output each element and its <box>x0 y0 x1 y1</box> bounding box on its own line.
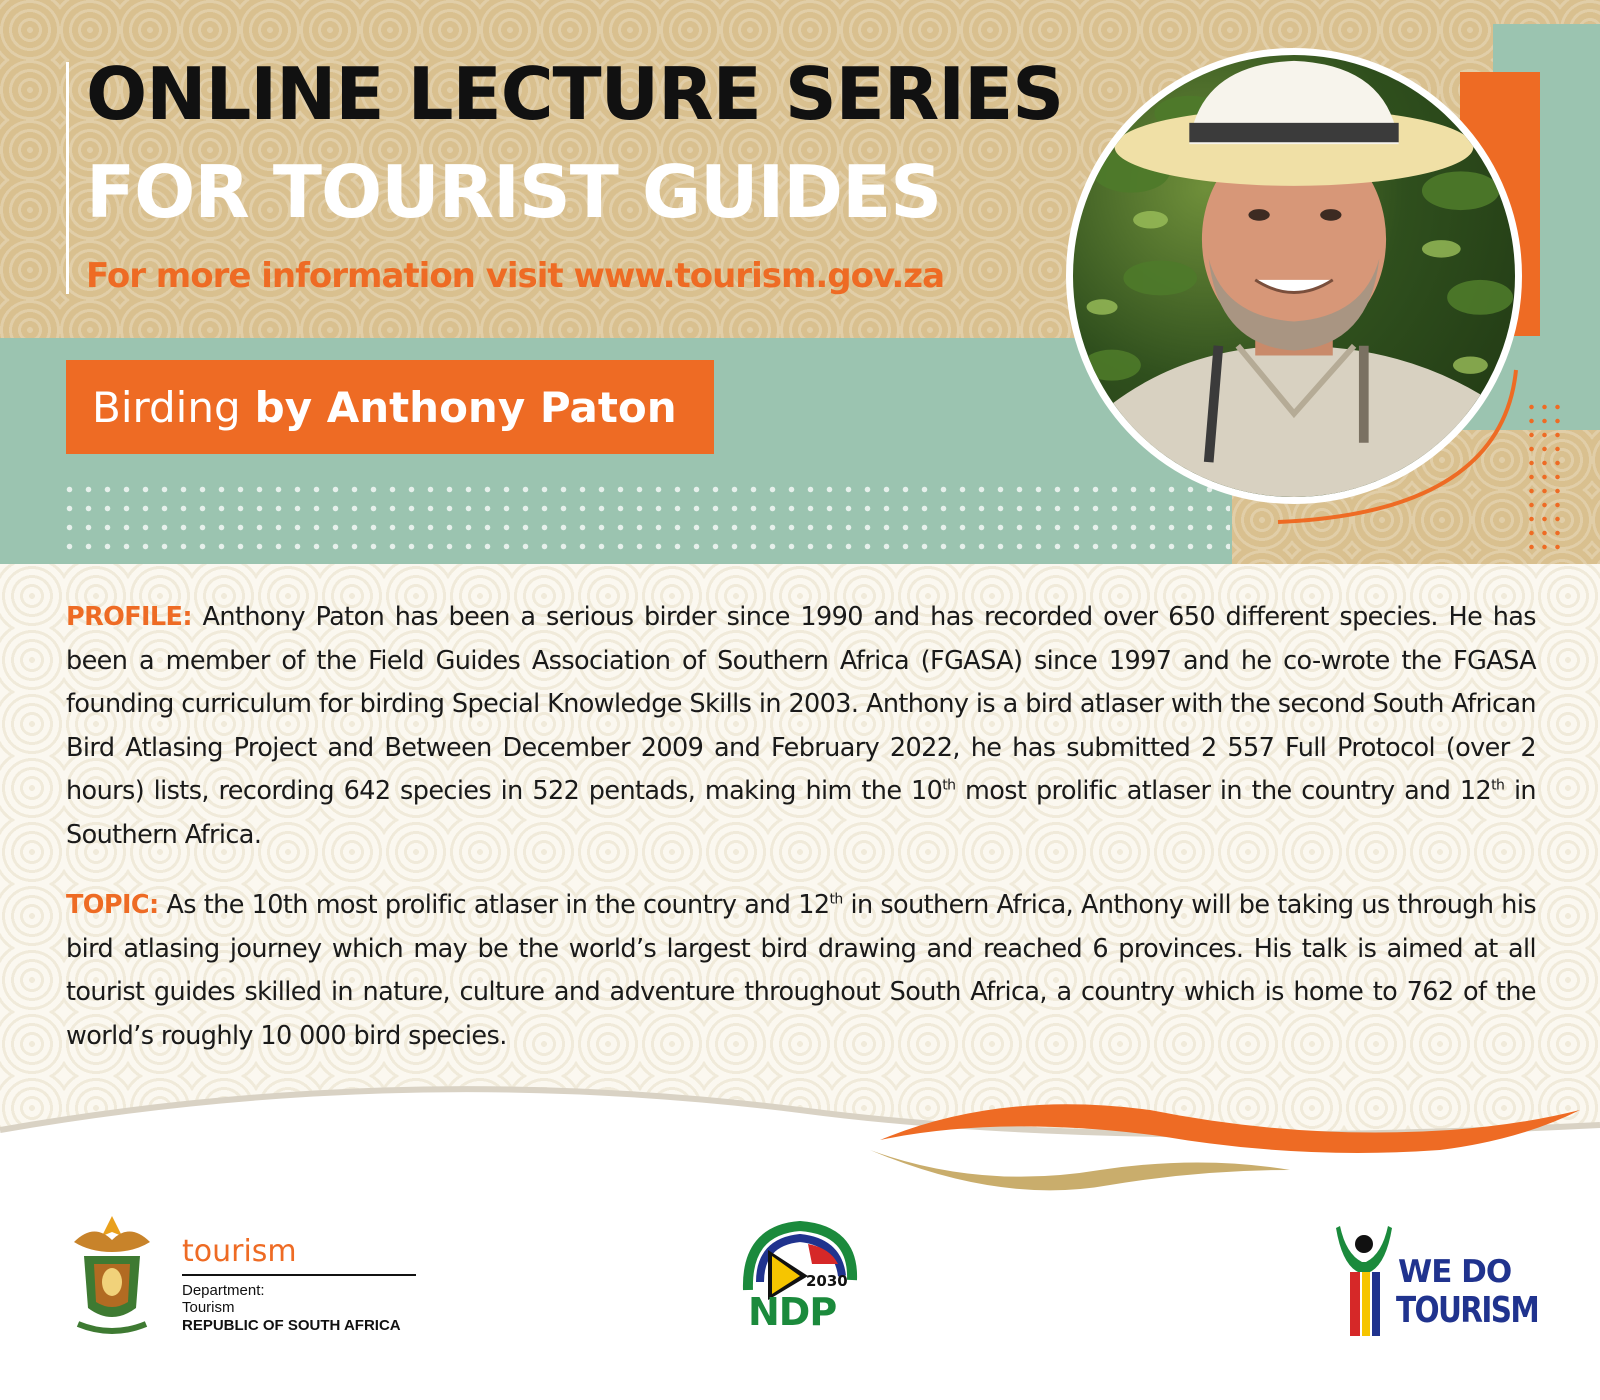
profile-text-2: most prolific atlaser in the country and 12 <box>955 776 1492 806</box>
coat-of-arms-icon <box>64 1212 160 1338</box>
profile-text-3: in Southern Africa. <box>66 776 1536 850</box>
more-info-link[interactable]: For more information visit www.tourism.gov.za <box>86 256 945 296</box>
we-do-tourism-figure-icon <box>1336 1218 1392 1336</box>
topic-text-2: in southern Africa, Anthony will be taking us through his bird atlasing journey which may be the world’s largest bird drawing and reached 6 provinces. His talk is aimed at all tourist guides skilled in nature, culture and adventure throughout South Africa, a country which is home to 762 of the world’s roughly 10 000 bird species. <box>66 890 1537 1051</box>
ndp-year: 2030 <box>806 1272 848 1290</box>
topic-subject: Birding <box>92 382 241 432</box>
title-line-1: ONLINE LECTURE SERIES <box>86 52 1064 136</box>
speaker-photo <box>1066 48 1522 504</box>
topic-sup-1: th <box>829 891 843 908</box>
title-line-2: FOR TOURIST GUIDES <box>86 150 942 234</box>
profile-label: PROFILE: <box>66 602 192 632</box>
topic-speaker: by Anthony Paton <box>254 382 677 432</box>
wave-decoration <box>0 1070 1600 1210</box>
title-divider <box>66 62 69 294</box>
topic-label: TOPIC: <box>66 890 159 920</box>
topic-paragraph <box>66 884 1536 1058</box>
profile-sup-1: th <box>942 777 956 794</box>
profile-sup-2: th <box>1491 777 1505 794</box>
profile-paragraph <box>66 596 1536 857</box>
tourism-wordmark: TOURISM <box>1396 1290 1539 1331</box>
we-do-wordmark: WE DO <box>1398 1254 1512 1290</box>
dept-line-3: REPUBLIC OF SOUTH AFRICA <box>182 1317 401 1334</box>
dept-line-2: Tourism <box>182 1299 235 1316</box>
orange-dot-pattern <box>1525 400 1565 550</box>
ndp-wordmark: NDP <box>748 1290 837 1334</box>
dept-line-1: Department: <box>182 1282 265 1299</box>
topic-text-1: As the 10th most prolific atlaser in the country and 12 <box>158 890 830 920</box>
dept-divider <box>182 1274 416 1276</box>
profile-text-1: Anthony Paton has been a serious birder since 1990 and has recorded over 650 different species. He has been a member of the Field Guides Association of Southern Africa (FGASA) since 1997 and he co-wrote the FGASA founding curriculum for birding Special Knowledge Skills in 2003. Anthony is a bird atlaser with the second South African Bird Atlasing Project and Between December 2009 and February 2022, he has submitted 2 557 Full Protocol (over 2 hours) lists, recording 642 species in 522 pentads, making him the 10 <box>66 602 1536 806</box>
dot-pattern <box>60 480 1230 550</box>
speaker-photo-icon <box>1073 55 1515 497</box>
topic-badge <box>66 360 714 454</box>
dept-tourism-wordmark: tourism <box>182 1234 297 1269</box>
